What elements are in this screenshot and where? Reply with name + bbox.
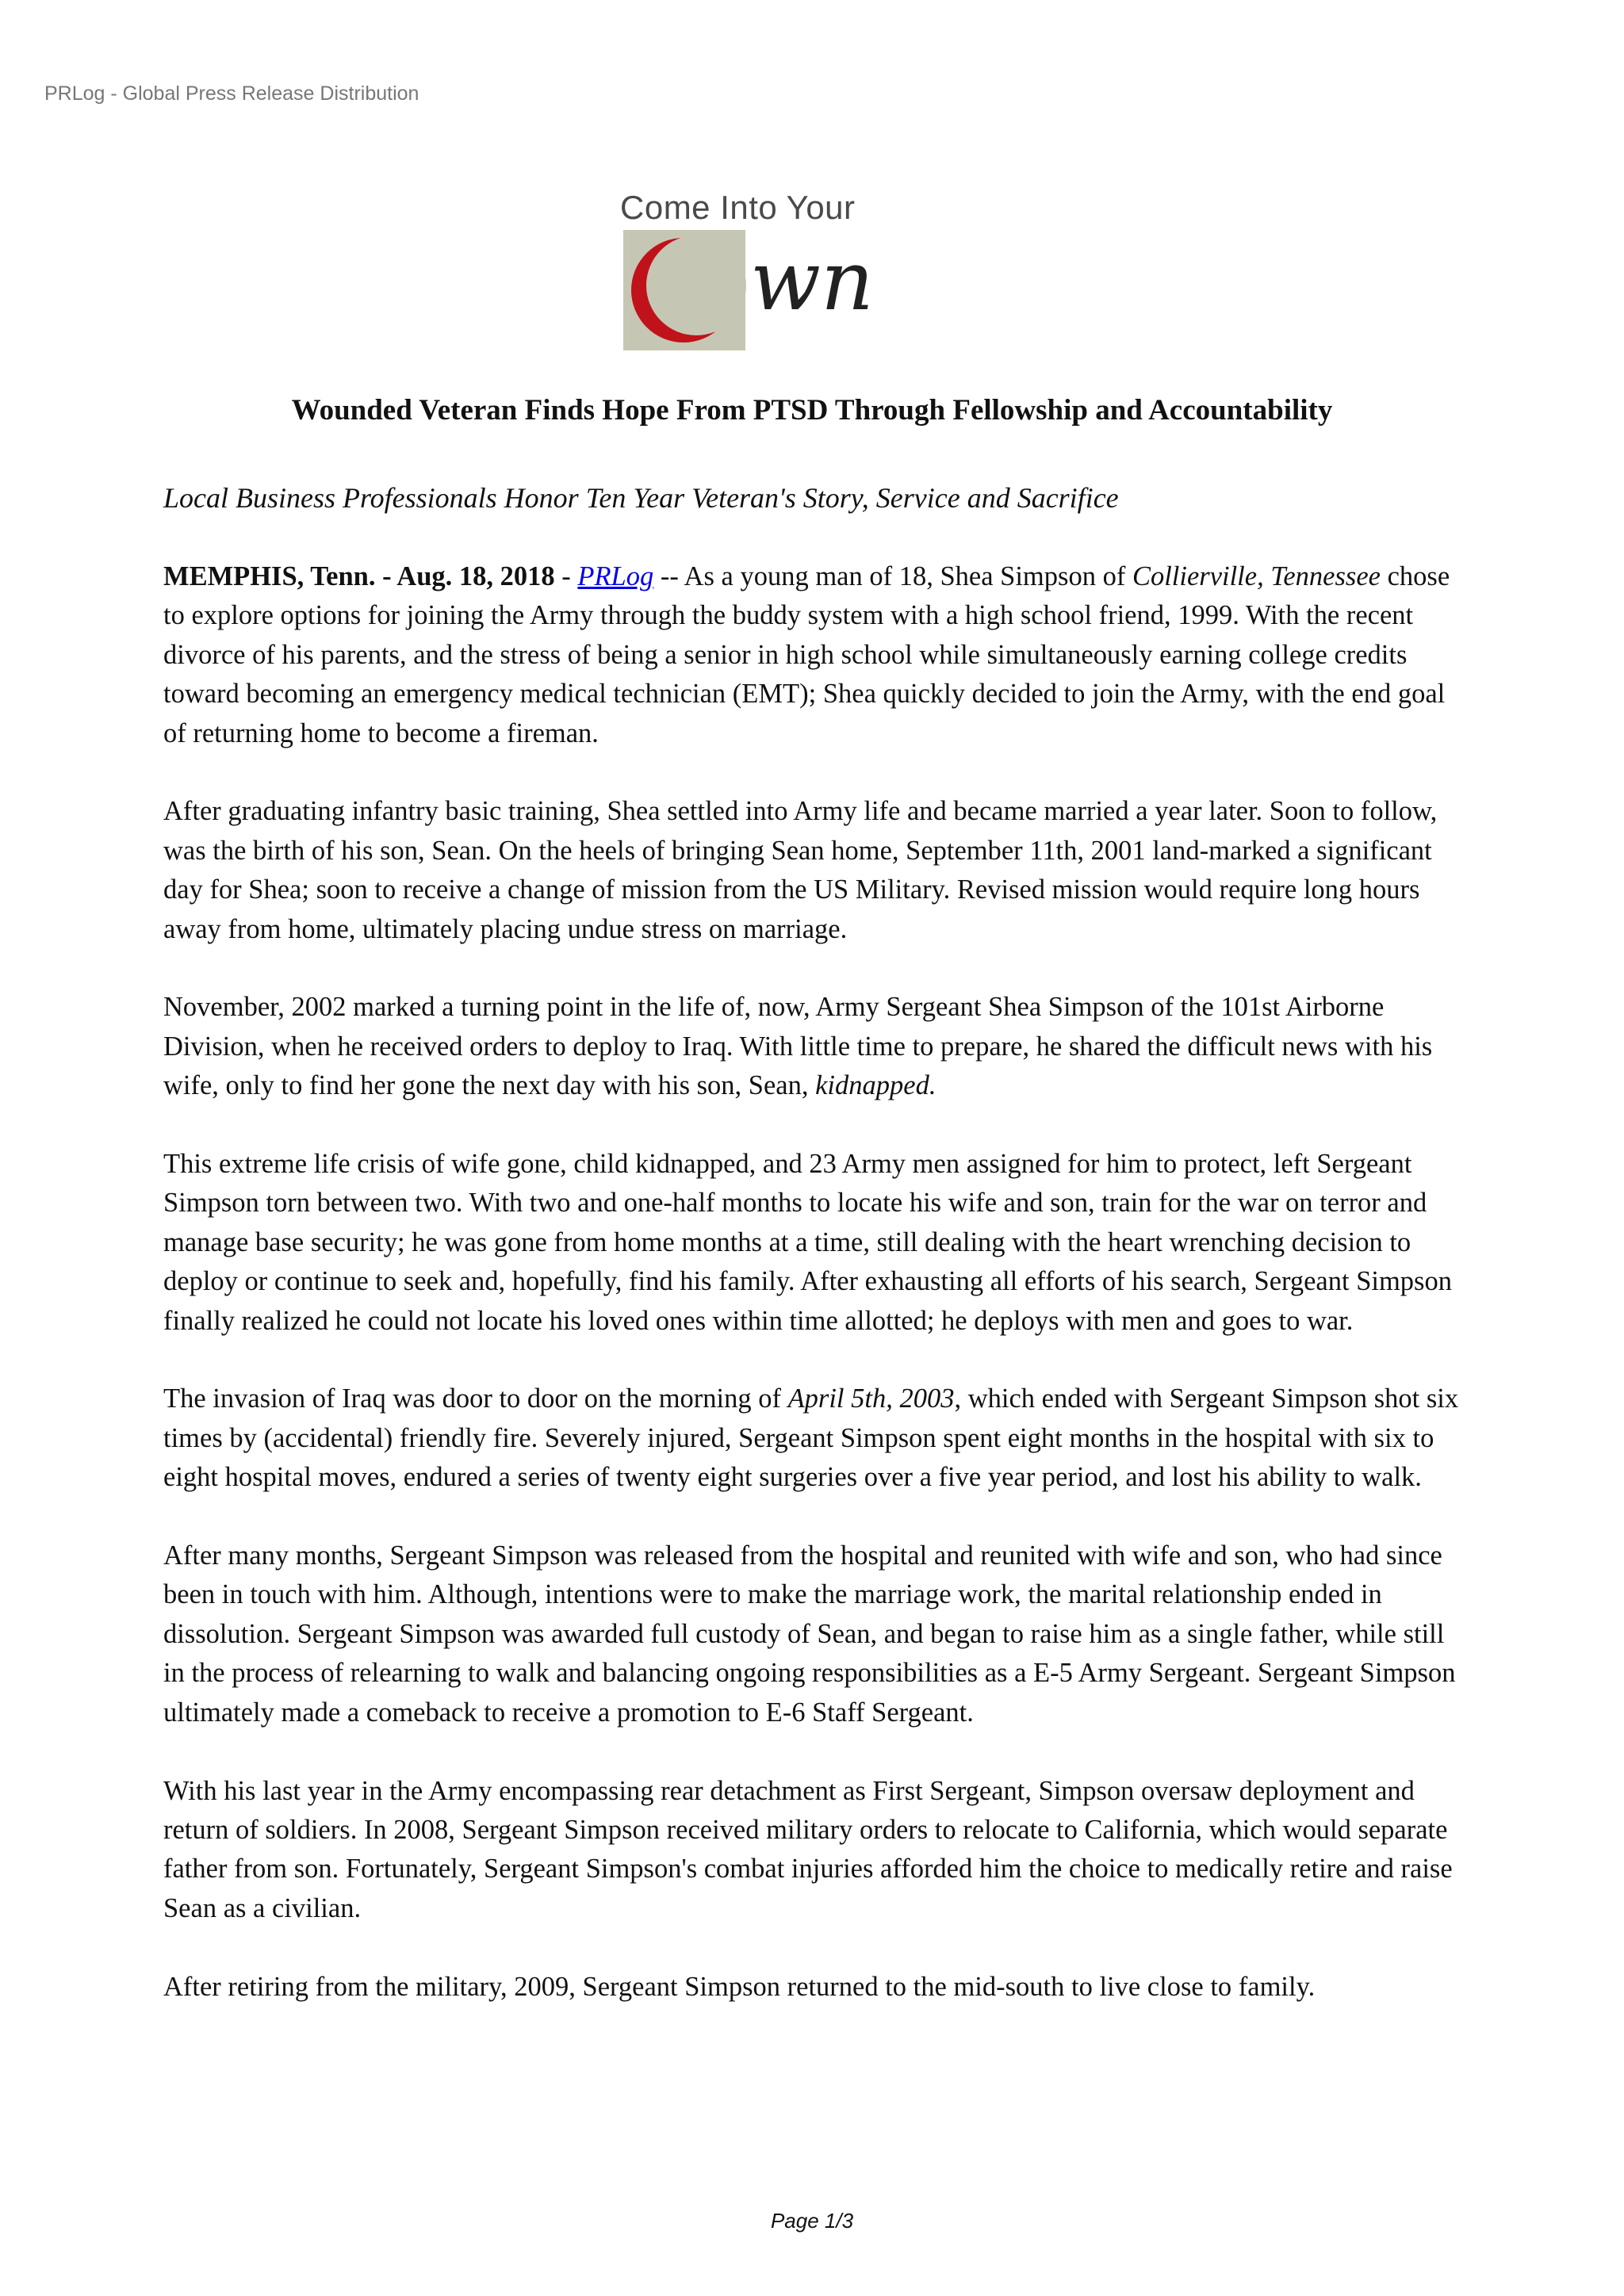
prlog-link[interactable]: PRLog [577,561,654,591]
press-release-title: Wounded Veteran Finds Hope From PTSD Through Fellowship and Accountability [291,394,1333,427]
press-release-subtitle: Local Business Professionals Honor Ten Year Veteran's Story, Service and Sacrifice [163,482,1119,514]
paragraph-1: MEMPHIS, Tenn. - Aug. 18, 2018 - PRLog -- As a young man of 18, Shea Simpson of Collierville, Tennessee chose to explore options for joining the Army through the buddy system with a high school friend, 1999. With the recent divorce of his parents, and the stress of being a senior in high school while simultaneously earning college credits toward becoming an emergency medical technician (EMT); Shea quickly decided to join the Army, with the end goal of returning home to become a fireman. [163,561,1450,748]
logo-mark [620,189,945,350]
dateline: MEMPHIS, Tenn. - Aug. 18, 2018 [163,561,555,591]
paragraph-2: After graduating infantry basic training, Shea settled into Army life and became married a year later. Soon to follow, was the birth of his son, Sean. On the heels of bringing Sean home, September 11th, 2001 land-marked a significant day for Shea; soon to receive a change of mission from the US Military. Revised mission would require long hours away from home, ultimately placing undue stress on marriage. [163,796,1438,944]
paragraph-3: November, 2002 marked a turning point in the life of, now, Army Sergeant Shea Simpson of the 101st Airborne Division, when he received orders to deploy to Iraq. With little time to prepare, he shared the difficult news with his wife, only to find her gone the next day with his son, Sean, kidnapped. [163,992,1433,1101]
logo-word: wn [750,232,874,329]
paragraph-5: The invasion of Iraq was door to door on the morning of April 5th, 2003, which ended with Sergeant Simpson shot six times by (accidental) friendly fire. Severely injured, Sergeant Simpson spent eight months in the hospital with six to eight hospital moves, endured a series of twenty eight surgeries over a five year period, and lost his ability to walk. [163,1383,1459,1493]
logo-tagline: Come Into Your [620,189,856,226]
place-name: Collierville, Tennessee [1132,561,1381,591]
paragraph-4: This extreme life crisis of wife gone, child kidnapped, and 23 Army men assigned for him to protect, left Sergeant Simpson torn between two. With two and one-half months to locate his wife and son, train for the war on terror and manage base security; he was gone from home months at a time, still dealing with the heart wrenching decision to deploy or continue to seek and, hopefully, find his family. After exhausting all efforts of his search, Sergeant Simpson finally realized he could not locate his loved ones within time allotted; he deploys with men and goes to war. [163,1149,1452,1336]
paragraph-8: After retiring from the military, 2009, Sergeant Simpson returned to the mid-south to live close to family. [163,1971,1316,2002]
press-release-body [163,557,1472,2045]
company-logo [620,189,945,350]
logo-crescent-cutout [646,235,746,335]
page-header-source: PRLog - Global Press Release Distribution [44,82,419,105]
paragraph-7: With his last year in the Army encompassing rear detachment as First Sergeant, Simpson oversaw deployment and return of soldiers. In 2008, Sergeant Simpson received military orders to relocate to California, which would separate father from son. Fortunately, Sergeant Simpson's combat injuries afforded him the choice to medically retire and raise Sean as a civilian. [163,1775,1453,1923]
page-number: Page 1/3 [770,2209,854,2233]
paragraph-6: After many months, Sergeant Simpson was released from the hospital and reunited with wife and son, who had since been in touch with him. Although, intentions were to make the marriage work, the marital relationship ended in dissolution. Sergeant Simpson was awarded full custody of Sean, and began to raise him as a single father, while still in the process of relearning to walk and balancing ongoing responsibilities as a E-5 Army Sergeant. Sergeant Simpson ultimately made a comeback to receive a promotion to E-6 Staff Sergeant. [163,1540,1456,1728]
